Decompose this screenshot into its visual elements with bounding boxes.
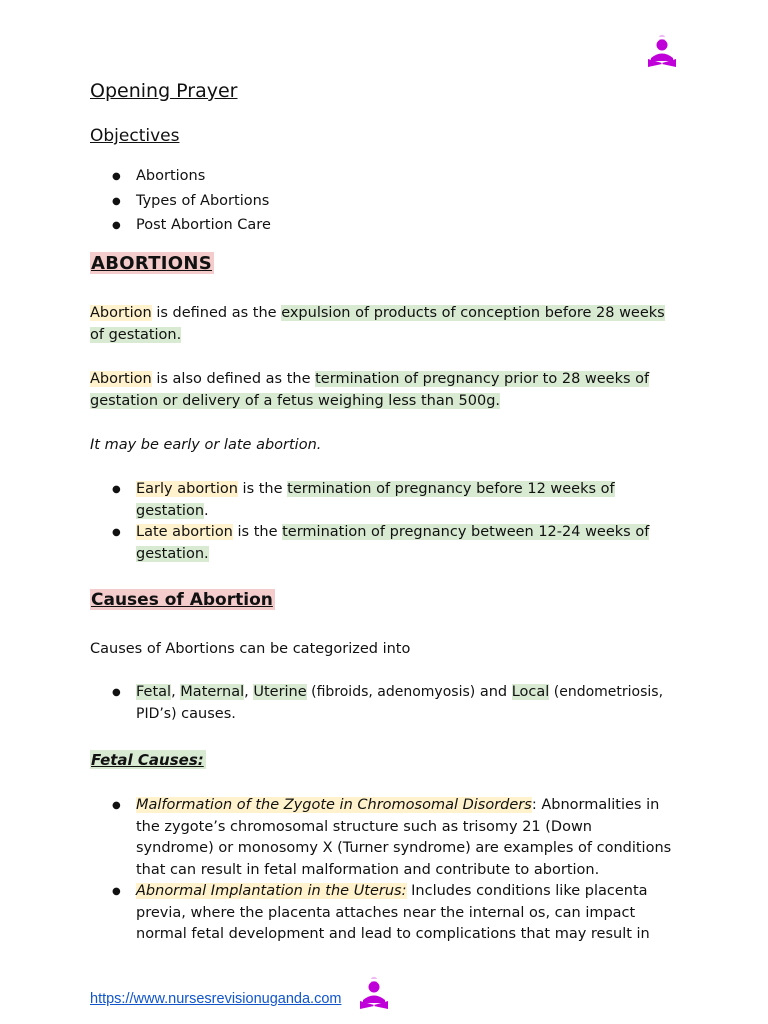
objectives-heading: Objectives xyxy=(90,126,180,146)
list-item: ● Post Abortion Care xyxy=(112,215,271,237)
highlighted-term: Local xyxy=(511,684,550,700)
nurse-reading-logo-icon xyxy=(646,34,678,68)
italic-note: It may be early or late abortion. xyxy=(90,437,322,453)
list-item: ● Abortions xyxy=(112,166,271,188)
body-text: and xyxy=(475,684,512,700)
highlighted-definition: termination of pregnancy before 12 weeks of gestation xyxy=(136,481,615,519)
causes-intro: Causes of Abortions can be categorized into xyxy=(90,641,411,657)
highlighted-definition: termination of pregnancy between 12-24 weeks of gestation. xyxy=(136,524,650,562)
body-text: : Abnormalities in the zygote’s chromosomal structure such as trisomy 21 (Down syndrome) or monosomy X (Turner syndrome) are examples of conditions that can result in fetal malformation and contribute to abortion. xyxy=(136,797,672,878)
list-item xyxy=(112,881,672,946)
body-text: is also defined as the xyxy=(151,371,316,387)
body-text: causes. xyxy=(176,705,236,722)
causes-heading: Causes of Abortion xyxy=(91,590,273,610)
body-text: , xyxy=(244,684,254,700)
highlighted-term: Abortion xyxy=(90,371,152,387)
list-item xyxy=(112,479,652,522)
highlighted-cause-title: Abnormal Implantation in the Uterus: xyxy=(136,883,407,899)
list-item xyxy=(112,795,672,881)
highlighted-definition: expulsion of products of conception before 28 weeks of gestation. xyxy=(90,305,665,343)
body-text: . xyxy=(204,502,209,519)
highlighted-term: Abortion xyxy=(90,305,152,321)
body-text: is defined as the xyxy=(151,305,282,321)
causes-list xyxy=(112,682,672,725)
highlighted-term: Fetal xyxy=(136,684,172,700)
highlighted-term: Early abortion xyxy=(136,481,238,497)
fetal-causes-heading: Fetal Causes: xyxy=(91,751,204,769)
highlighted-term: Maternal xyxy=(180,684,245,700)
definition-paragraph-1 xyxy=(90,302,680,346)
body-text: is the xyxy=(232,524,283,540)
list-item xyxy=(112,522,652,565)
abortion-types-list xyxy=(112,479,652,565)
highlighted-definition: termination of pregnancy prior to 28 weeks of gestation or delivery of a fetus weighing less than 500g. xyxy=(90,371,650,409)
body-text: (endometriosis, PID’s) xyxy=(136,684,664,722)
body-text: (fibroids, adenomyosis) xyxy=(306,684,476,700)
list-item: ● Types of Abortions xyxy=(112,191,271,213)
highlighted-cause-title: Malformation of the Zygote in Chromosomal Disorders xyxy=(136,797,532,813)
body-text: is the xyxy=(237,481,288,497)
website-link[interactable]: https://www.nursesrevisionuganda.com xyxy=(90,991,342,1007)
fetal-causes-list xyxy=(112,795,672,946)
highlighted-term: Uterine xyxy=(253,684,307,700)
abortions-heading: ABORTIONS xyxy=(91,253,213,274)
objectives-list xyxy=(112,166,271,240)
definition-paragraph-2 xyxy=(90,368,680,412)
nurse-reading-logo-icon xyxy=(358,976,390,1010)
body-text: Includes conditions like placenta previa, where the placenta attaches near the internal os, can impact normal fetal development and lead to complications that may result in xyxy=(136,883,650,942)
highlighted-term: Late abortion xyxy=(136,524,233,540)
body-text: , xyxy=(171,684,181,700)
list-item xyxy=(112,682,672,725)
opening-prayer-heading: Opening Prayer xyxy=(90,80,238,102)
